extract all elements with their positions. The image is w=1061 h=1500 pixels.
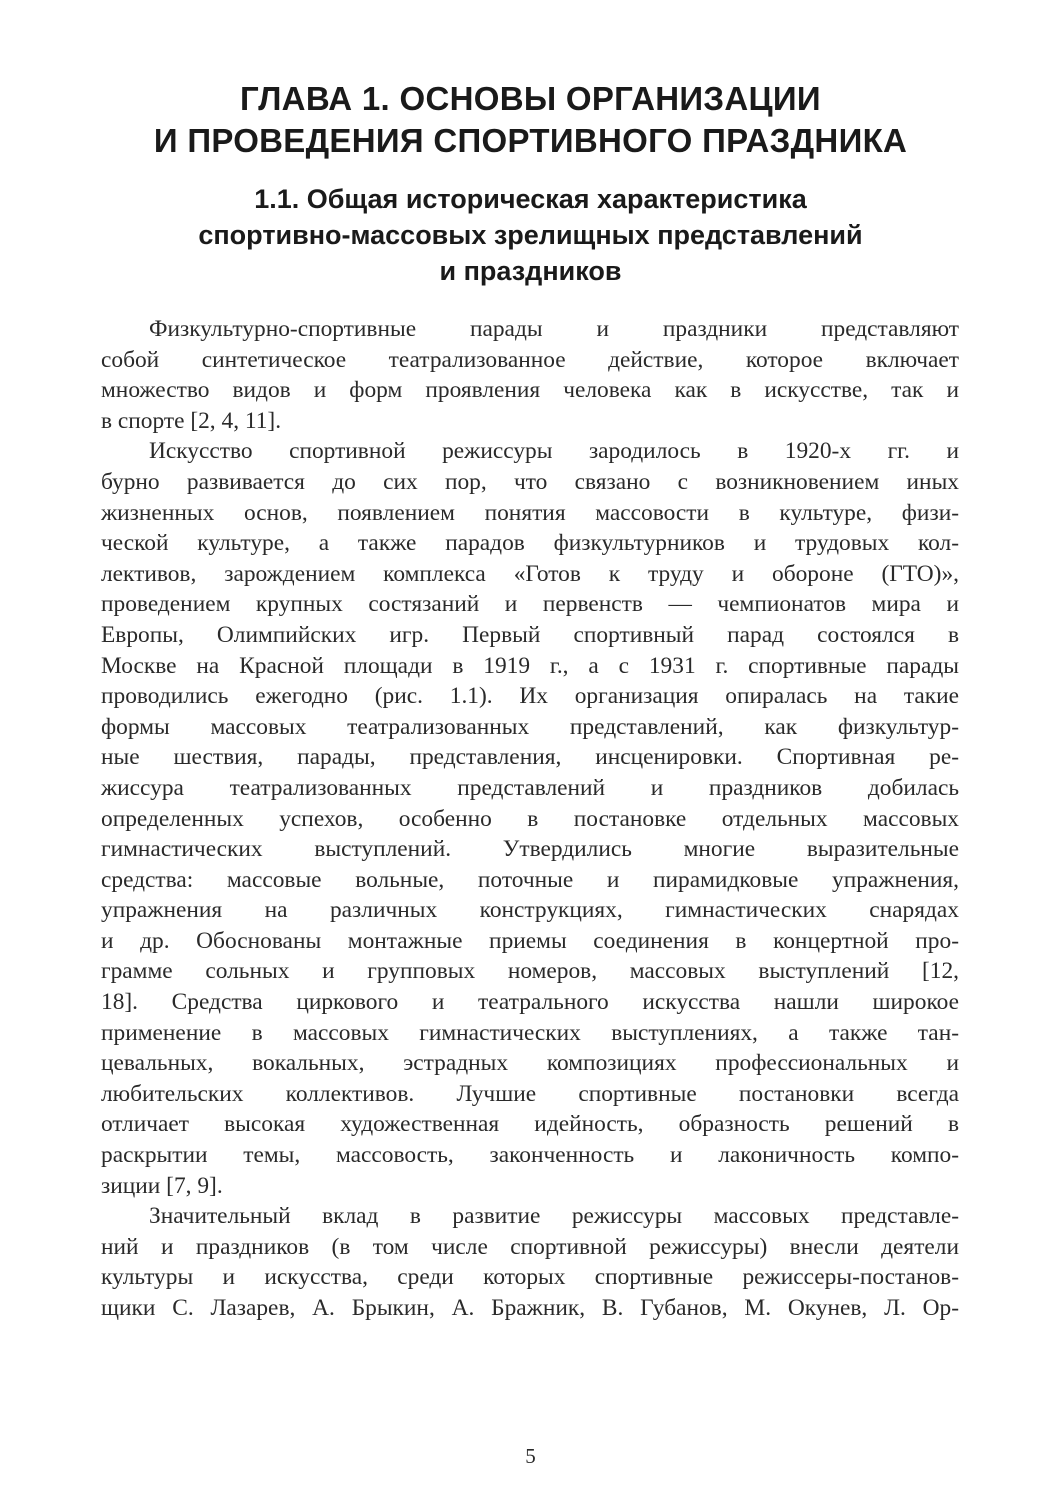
text-line: применение в массовых гимнастических выступлениях, а также тан- xyxy=(101,1019,959,1046)
text-line: отличает высокая художественная идейность, образность решений в xyxy=(101,1111,959,1138)
text-line: зиции [7, 9]. xyxy=(101,1172,223,1199)
text-line: Искусство спортивной режиссуры зародилось в 1920-х гг. и xyxy=(149,438,959,465)
text-line: в спорте [2, 4, 11]. xyxy=(101,407,282,434)
body-text xyxy=(101,314,959,1324)
chapter-title-line: И ПРОВЕДЕНИЯ СПОРТИВНОГО ПРАЗДНИКА xyxy=(153,122,908,159)
text-line: жиссура театрализованных представлений и праздников добилась xyxy=(101,774,959,801)
paragraph xyxy=(101,314,959,436)
section-title xyxy=(60,181,1001,289)
text-line: ные шествия, парады, представления, инсценировки. Спортивная ре- xyxy=(101,744,959,771)
text-line: ческой культуре, а также парадов физкультурников и трудовых кол- xyxy=(101,530,959,557)
text-line: гимнастических выступлений. Утвердились многие выразительные xyxy=(101,836,959,863)
chapter-title xyxy=(60,78,1001,162)
text-line: Значительный вклад в развитие режиссуры массовых представле- xyxy=(149,1203,959,1230)
text-line: ний и праздников (в том числе спортивной режиссуры) внесли деятели xyxy=(101,1233,959,1260)
text-line: культуры и искусства, среди которых спортивные режиссеры-постанов- xyxy=(101,1264,959,1291)
text-line: лективов, зарождением комплекса «Готов к труду и обороне (ГТО)», xyxy=(101,560,959,587)
text-line: проводились ежегодно (рис. 1.1). Их организация опиралась на такие xyxy=(101,683,959,710)
text-line: щики С. Лазарев, А. Брыкин, А. Бражник, В. Губанов, М. Окунев, Л. Ор- xyxy=(101,1295,959,1321)
text-line: бурно развивается до сих пор, что связано с возникновением иных xyxy=(101,468,959,495)
page-number: 5 xyxy=(525,1444,536,1468)
text-line: определенных успехов, особенно в постановке отдельных массовых xyxy=(101,805,959,832)
section-title-line: и праздников xyxy=(439,256,622,286)
text-line: Европы, Олимпийских игр. Первый спортивный парад состоялся в xyxy=(101,621,959,648)
paragraph xyxy=(101,436,959,1201)
text-line: жизненных основ, появлением понятия массовости в культуре, физи- xyxy=(101,499,959,526)
text-line: грамме сольных и групповых номеров, массовых выступлений [12, xyxy=(101,958,959,985)
text-line: раскрытии темы, массовость, законченность и лаконичность компо- xyxy=(101,1142,959,1169)
text-line: 18]. Средства циркового и театрального искусства нашли широкое xyxy=(101,989,959,1016)
text-line: любительских коллективов. Лучшие спортивные постановки всегда xyxy=(101,1080,959,1107)
text-line: Москве на Красной площади в 1919 г., а с 1931 г. спортивные парады xyxy=(101,652,959,679)
text-line: Физкультурно-спортивные парады и праздники представляют xyxy=(149,316,959,342)
text-line: собой синтетическое театрализованное действие, которое включает xyxy=(101,346,959,373)
text-line: и др. Обоснованы монтажные приемы соединения в концертной про- xyxy=(101,927,959,954)
text-line: цевальных, вокальных, эстрадных композициях профессиональных и xyxy=(101,1050,959,1077)
paragraph xyxy=(101,1201,959,1323)
chapter-title-line: ГЛАВА 1. ОСНОВЫ ОРГАНИЗАЦИИ xyxy=(240,80,821,117)
section-title-line: спортивно-массовых зрелищных представлений xyxy=(198,220,863,250)
text-line: множество видов и форм проявления человека как в искусстве, так и xyxy=(101,377,959,404)
text-line: средства: массовые вольные, поточные и пирамидковые упражнения, xyxy=(101,866,959,893)
text-line: проведением крупных состязаний и первенств — чемпионатов мира и xyxy=(101,591,959,618)
section-title-line: 1.1. Общая историческая характеристика xyxy=(254,184,807,214)
text-line: формы массовых театрализованных представлений, как физкультур- xyxy=(101,713,959,740)
text-line: упражнения на различных конструкциях, гимнастических снарядах xyxy=(101,897,959,924)
